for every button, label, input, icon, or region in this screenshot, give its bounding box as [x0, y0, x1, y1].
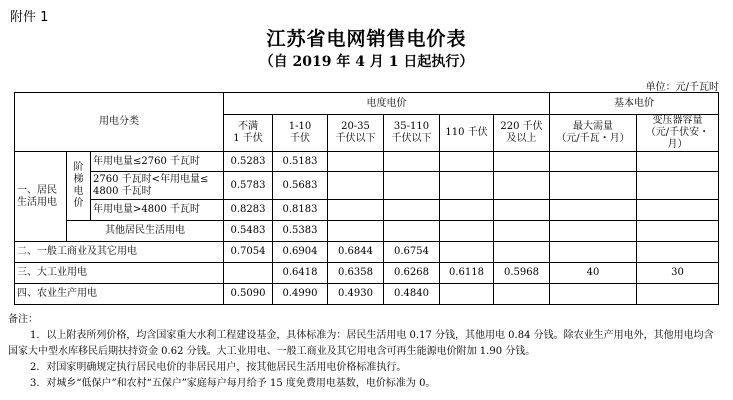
tier-label: 阶梯 电价: [67, 152, 91, 221]
table-row: [15, 284, 719, 305]
unit-label: 单位：元/千瓦时: [645, 82, 719, 93]
cell-value: 0.5683: [273, 172, 328, 200]
cell-value: 0.6904: [273, 242, 328, 263]
attachment-label: 附件 1: [10, 10, 49, 25]
agri-label: 四、农业生产用电: [15, 284, 224, 305]
residential-label: 一、居民 生活用电: [15, 152, 67, 242]
category-header: 用电分类: [15, 93, 224, 152]
cell-value: 0.4990: [273, 284, 328, 305]
cell-value: 0.5183: [273, 152, 328, 172]
col-transformer-capacity: 变压器容量 （元/千伏安・月）: [637, 115, 719, 152]
cell-value: 0.4840: [384, 284, 440, 305]
col-20-35kv: 20-35 千伏以下: [328, 115, 384, 152]
table-row: [15, 221, 719, 242]
cell-value: 40: [550, 263, 637, 284]
cell-value: 0.6358: [328, 263, 384, 284]
cell-value: 0.7054: [224, 242, 273, 263]
cell-value: 0.5383: [273, 221, 328, 242]
cell-value: 0.8283: [224, 200, 273, 221]
col-under-1kv: 不满 1 千伏: [224, 115, 273, 152]
cell-value: 0.5090: [224, 284, 273, 305]
page-title: 江苏省电网销售电价表: [266, 28, 467, 50]
general-label: 二、一般工商业及其它用电: [15, 242, 224, 263]
cell-value: 0.6418: [273, 263, 328, 284]
tier1-label: 年用电量≤2760 千瓦时: [91, 152, 224, 172]
tier3-label: 年用电量>4800 千瓦时: [91, 200, 224, 221]
col-max-demand: 最大需量 （元/千瓦・月）: [550, 115, 637, 152]
note-1: 1．以上附表所列价格，均含国家重大水利工程建设基金，具体标准为：居民生活用电 0.17 分钱，其他用电 0.84 分钱。除农业生产用电外，其他用电均含国家大中型水库移民后期扶持资金 0.62 分钱。大工业用电、一般工商业及其它用电含可再生能源电价附加 1.90 分钱。: [8, 330, 714, 357]
note-3: 3．对城乡“低保户”和农村“五保户”家庭每户每月给予 15 度免费用电基数，电价标准为 0。: [30, 378, 436, 389]
other-residential-label: 其他居民生活用电: [67, 221, 224, 242]
cell-value: 0.6118: [440, 263, 494, 284]
notes: [8, 312, 720, 392]
cell-value: 30: [637, 263, 719, 284]
table-row: [15, 242, 719, 263]
cell-value: 0.4930: [328, 284, 384, 305]
table-row: [15, 200, 719, 221]
col-35-110kv: 35-110 千伏以下: [384, 115, 440, 152]
energy-price-header: 电度电价: [224, 93, 550, 115]
tier2-label: 2760 千瓦时<年用电量≤ 4800 千瓦时: [91, 172, 224, 200]
table-row: [15, 152, 719, 172]
col-220kv: 220 千伏 及以上: [494, 115, 550, 152]
base-price-header: 基本电价: [550, 93, 719, 115]
table-row: [15, 263, 719, 284]
cell-value: 0.5783: [224, 172, 273, 200]
industrial-label: 三、大工业用电: [15, 263, 224, 284]
col-1-10kv: 1-10 千伏: [273, 115, 328, 152]
notes-title: 备注：: [8, 314, 38, 325]
cell-value: 0.5283: [224, 152, 273, 172]
cell-value: 0.6844: [328, 242, 384, 263]
cell-value: 0.5968: [494, 263, 550, 284]
cell-value: 0.5483: [224, 221, 273, 242]
note-2: 2．对国家明确规定执行居民电价的非居民用户，按其他居民生活用电价格标准执行。: [30, 362, 407, 373]
cell-value: 0.8183: [273, 200, 328, 221]
cell-value: 0.6754: [384, 242, 440, 263]
cell-value: 0.6268: [384, 263, 440, 284]
price-table: [14, 92, 719, 305]
page-subtitle: （自 2019 年 4 月 1 日起执行）: [259, 54, 474, 70]
col-110kv: 110 千伏: [440, 115, 494, 152]
table-row: [15, 172, 719, 200]
